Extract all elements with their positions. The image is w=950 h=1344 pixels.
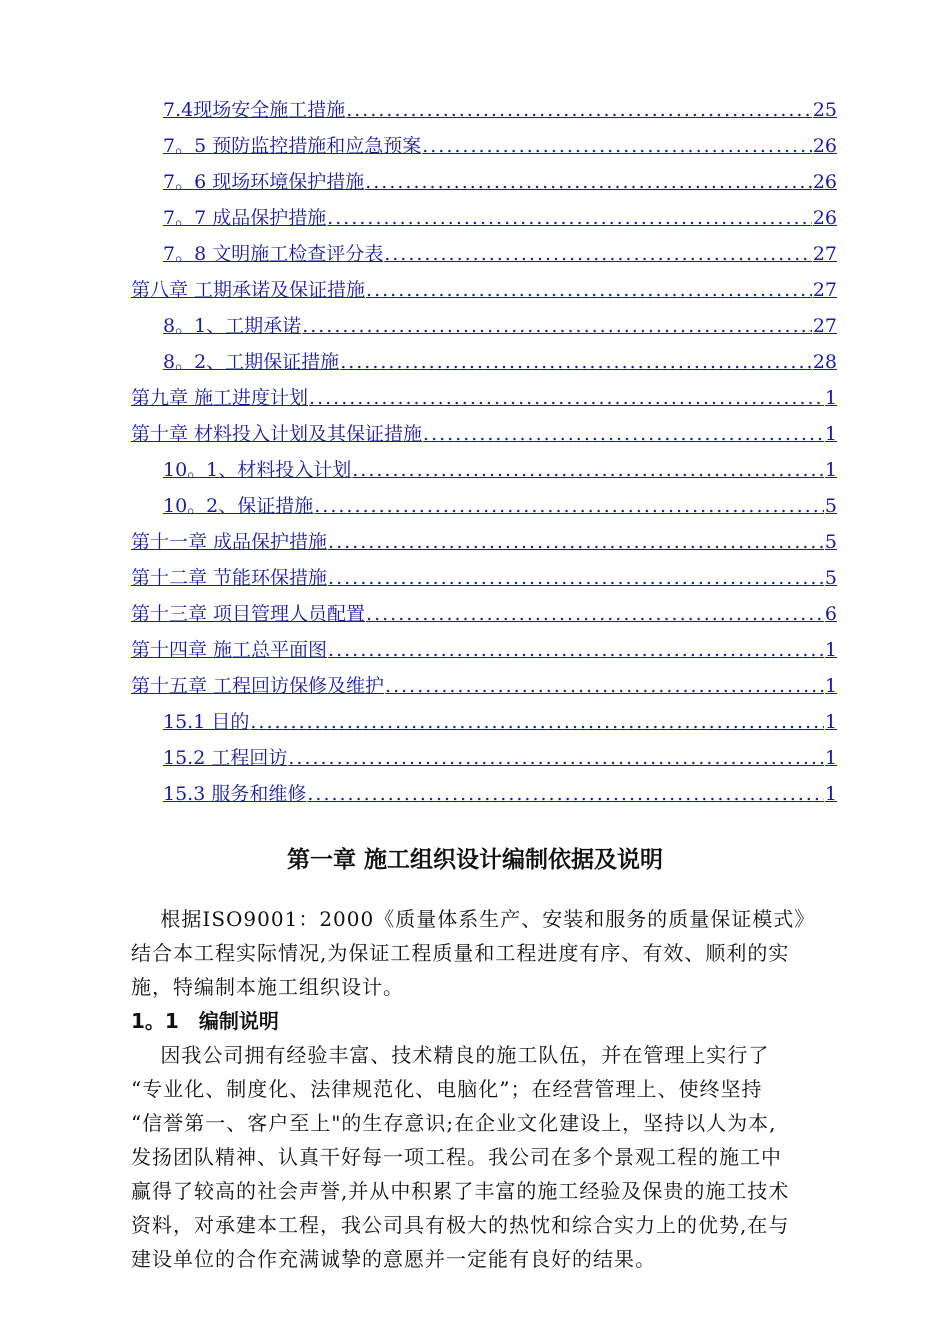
body-paragraph: 因我公司拥有经验丰富、技术精良的施工队伍，并在管理上实行了 “专业化、制度化、法律规范化、电脑化”；在经营管理上、使终坚持 “信誉第一、客户至上"的生存意识;在企业文化建设上，坚持以人为本, 发扬团队精神、认真干好每一项工程。我公司在多个景观工程的施工中 赢得了较高的社会声誉,并从中积累了丰富的施工经验及保贵的施工技术 资料，对承建本工程，我公司具有极大的热忱和综合实力上的优势,在与 建设单位的合作充满诚挚的意愿并一定能有良好的结果。 — [131, 1043, 790, 1271]
toc-entry[interactable]: 7。8 文明施工检查评分表 ..... 27 — [163, 239, 837, 269]
toc-entry[interactable]: 8。2、工期保证措施 ..... 28 — [163, 347, 837, 377]
chapter-heading: 第一章 施工组织设计编制依据及说明 — [286, 847, 663, 873]
toc-entry[interactable]: 7。7 成品保护措施 ..... 26 — [163, 203, 837, 233]
toc-entry[interactable]: 15.2 工程回访 ..... 1 — [163, 743, 837, 773]
toc-entry[interactable]: 第十五章 工程回访保修及维护 ..... 1 — [131, 671, 837, 701]
toc-entry[interactable]: 第十四章 施工总平面图 ..... 1 — [131, 635, 837, 665]
intro-paragraph: 根据ISO9001：2000《质量体系生产、安装和服务的质量保证模式》 结合本工程实际情况,为保证工程质量和工程进度有序、有效、顺利的实 施，特编制本施工组织设计。 — [131, 907, 816, 999]
toc-entry[interactable]: 8。1、工期承诺 ..... 27 — [163, 311, 837, 341]
toc-entry[interactable]: 10。1、材料投入计划 ..... 1 — [163, 455, 837, 485]
toc-entry[interactable]: 7。5 预防监控措施和应急预案 ..... 26 — [163, 131, 837, 161]
toc-entry[interactable]: 15.1 目的 ..... 1 — [163, 707, 837, 737]
toc-entry[interactable]: 第十一章 成品保护措施 ..... 5 — [131, 527, 837, 557]
section-heading — [131, 1004, 299, 1038]
section-number: 1。1 — [131, 1009, 179, 1033]
toc-entry[interactable]: 第九章 施工进度计划 ..... 1 — [131, 383, 837, 413]
toc-entry[interactable]: 15.3 服务和维修 ..... 1 — [163, 779, 837, 809]
section-title: 编制说明 — [198, 1009, 279, 1033]
toc-entry[interactable]: 第十章 材料投入计划及其保证措施 ..... 1 — [131, 419, 837, 449]
toc-entry[interactable]: 7。6 现场环境保护措施 ..... 26 — [163, 167, 837, 197]
toc-entry[interactable]: 第十二章 节能环保措施 ..... 5 — [131, 563, 837, 593]
toc-entry[interactable]: 7.4现场安全施工措施 ..... 25 — [163, 95, 837, 125]
toc-entry[interactable]: 第十三章 项目管理人员配置 ..... 6 — [131, 599, 837, 629]
toc-entry[interactable]: 第八章 工期承诺及保证措施 ..... 27 — [131, 275, 837, 305]
toc-entry[interactable]: 10。2、保证措施 ..... 5 — [163, 491, 837, 521]
